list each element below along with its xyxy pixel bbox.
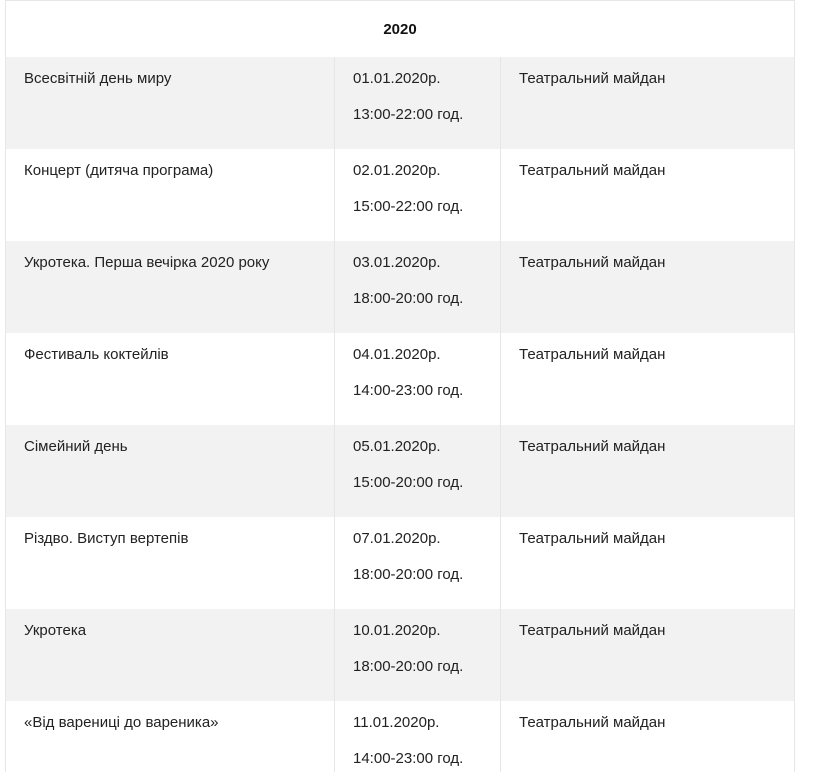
event-rows	[6, 57, 795, 772]
table-row	[6, 609, 795, 701]
table-header-row	[6, 1, 795, 58]
event-place: Театральний майдан	[519, 438, 666, 455]
event-place-cell	[501, 241, 795, 333]
event-place: Театральний майдан	[519, 346, 666, 363]
event-name-cell	[6, 609, 335, 701]
table-row	[6, 149, 795, 241]
event-place-cell	[501, 149, 795, 241]
event-place: Театральний майдан	[519, 530, 666, 547]
event-time: 18:00-20:00 год.	[353, 290, 464, 307]
event-name: Фестиваль коктейлів	[24, 346, 169, 363]
events-table	[5, 0, 795, 772]
event-time: 18:00-20:00 год.	[353, 658, 464, 675]
event-time: 14:00-23:00 год.	[353, 750, 464, 767]
event-place-cell	[501, 609, 795, 701]
event-place-cell	[501, 57, 795, 149]
event-datetime-cell	[335, 241, 501, 333]
event-name: Укротека. Перша вечірка 2020 року	[24, 254, 270, 271]
event-place: Театральний майдан	[519, 70, 666, 87]
event-name-cell	[6, 57, 335, 149]
event-datetime-cell	[335, 517, 501, 609]
event-date: 04.01.2020р.	[353, 346, 441, 363]
event-time: 15:00-22:00 год.	[353, 198, 464, 215]
event-place: Театральний майдан	[519, 714, 666, 731]
event-time: 14:00-23:00 год.	[353, 382, 464, 399]
event-name-cell	[6, 425, 335, 517]
event-name-cell	[6, 517, 335, 609]
event-date: 11.01.2020р.	[353, 714, 440, 731]
event-datetime-cell	[335, 701, 501, 772]
event-place-cell	[501, 425, 795, 517]
event-place-cell	[501, 517, 795, 609]
event-time: 15:00-20:00 год.	[353, 474, 464, 491]
event-name: Укротека	[24, 622, 87, 639]
event-name-cell	[6, 149, 335, 241]
event-datetime-cell	[335, 425, 501, 517]
event-date: 05.01.2020р.	[353, 438, 441, 455]
event-place: Театральний майдан	[519, 622, 666, 639]
year-heading: 2020	[6, 1, 795, 58]
event-time: 13:00-22:00 год.	[353, 106, 464, 123]
event-datetime-cell	[335, 333, 501, 425]
table-row	[6, 333, 795, 425]
event-name: Різдво. Виступ вертепів	[24, 530, 189, 547]
event-time: 18:00-20:00 год.	[353, 566, 464, 583]
event-datetime-cell	[335, 149, 501, 241]
event-date: 03.01.2020р.	[353, 254, 441, 271]
table-row	[6, 241, 795, 333]
event-name-cell	[6, 241, 335, 333]
table-row	[6, 517, 795, 609]
table-row	[6, 425, 795, 517]
event-name-cell	[6, 333, 335, 425]
event-date: 02.01.2020р.	[353, 162, 441, 179]
event-datetime-cell	[335, 609, 501, 701]
event-date: 01.01.2020р.	[353, 70, 441, 87]
event-name-cell	[6, 701, 335, 772]
event-name: «Від варениці до вареника»	[24, 714, 219, 731]
table-row	[6, 701, 795, 772]
table-row	[6, 57, 795, 149]
event-date: 07.01.2020р.	[353, 530, 441, 547]
event-name: Всесвітній день миру	[24, 70, 172, 87]
event-place: Театральний майдан	[519, 162, 666, 179]
event-date: 10.01.2020р.	[353, 622, 441, 639]
event-datetime-cell	[335, 57, 501, 149]
event-name: Концерт (дитяча програма)	[24, 162, 214, 179]
event-place-cell	[501, 333, 795, 425]
event-place: Театральний майдан	[519, 254, 666, 271]
event-place-cell	[501, 701, 795, 772]
event-name: Сімейний день	[24, 438, 128, 455]
